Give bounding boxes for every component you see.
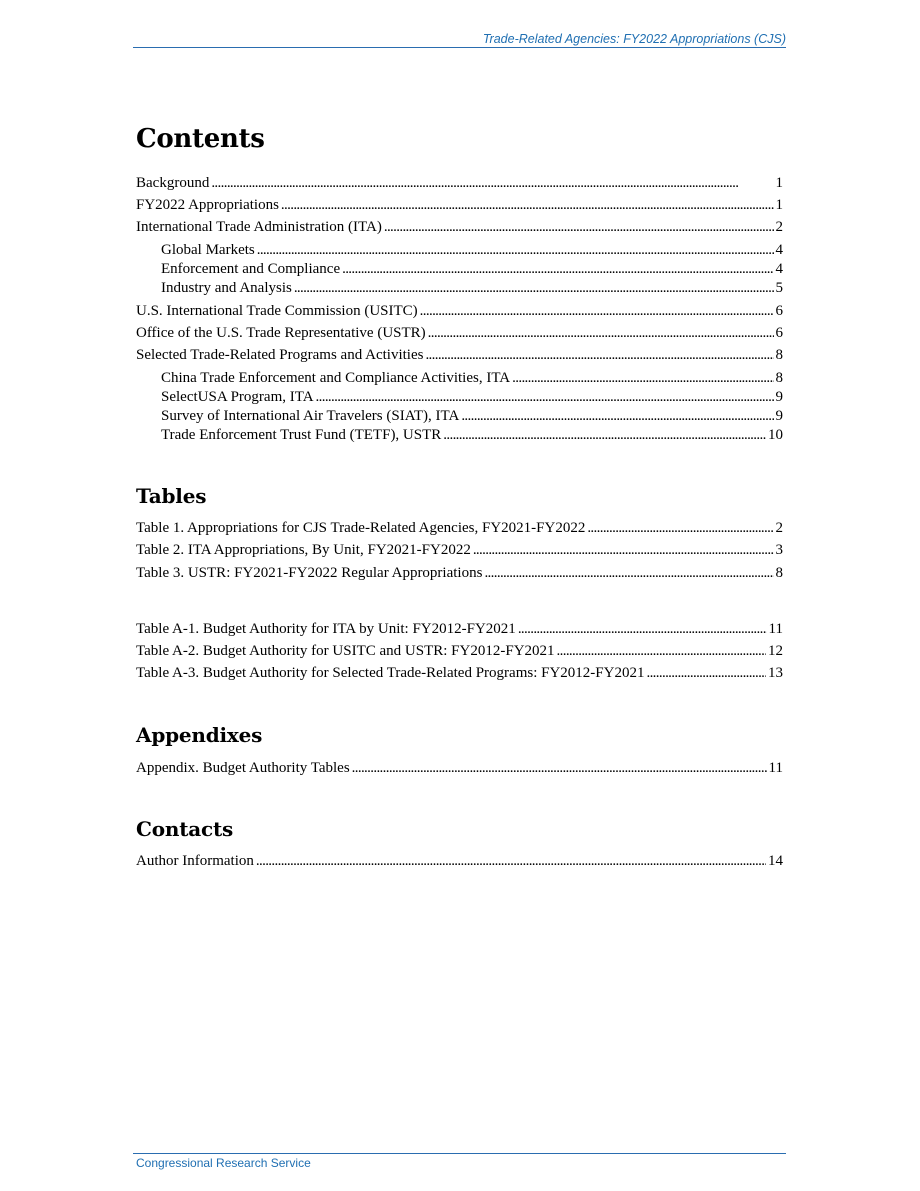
toc-entry-label: Survey of International Air Travelers (SIAT), ITA — [161, 408, 460, 424]
appendixes-heading: Appendixes — [136, 723, 263, 747]
toc-subentry[interactable] — [161, 369, 783, 387]
toc-page-number: 8 — [775, 370, 783, 386]
toc-page-number: 5 — [775, 280, 783, 296]
toc-subentry[interactable] — [161, 426, 783, 444]
toc-entry[interactable] — [136, 302, 783, 320]
toc-entry-label: FY2022 Appropriations — [136, 197, 279, 213]
toc-subentry[interactable] — [161, 260, 783, 278]
dot-leader — [428, 324, 774, 342]
dot-leader — [473, 541, 774, 559]
toc-entry-label: Office of the U.S. Trade Representative (USTR) — [136, 325, 426, 341]
dot-leader — [384, 218, 774, 236]
toc-page-number: 6 — [775, 303, 783, 319]
toc-subentry[interactable] — [161, 241, 783, 259]
dot-leader — [587, 519, 773, 537]
toc-page-number: 8 — [775, 347, 783, 363]
dot-leader — [257, 241, 774, 259]
toc-page-number: 8 — [775, 565, 783, 581]
dot-leader — [425, 346, 773, 364]
toc-page-number: 11 — [768, 621, 783, 637]
toc-entry[interactable] — [136, 174, 783, 192]
toc-page-number: 3 — [775, 542, 783, 558]
dot-leader — [294, 279, 774, 297]
dot-leader — [281, 196, 774, 214]
toc-page-number: 2 — [775, 520, 783, 536]
toc-page-number: 4 — [775, 261, 783, 277]
toc-page-number: 1 — [775, 175, 783, 191]
dot-leader — [443, 426, 766, 444]
dot-leader — [211, 174, 773, 192]
toc-entry-label: U.S. International Trade Commission (USITC) — [136, 303, 418, 319]
toc-entry-label: Table A-2. Budget Authority for USITC and USTR: FY2012-FY2021 — [136, 643, 555, 659]
toc-entry-label: International Trade Administration (ITA) — [136, 219, 382, 235]
toc-subentry[interactable] — [161, 279, 783, 297]
contacts-heading: Contacts — [136, 817, 234, 841]
toc-page-number: 2 — [775, 219, 783, 235]
toc-entry-label: Table A-3. Budget Authority for Selected Trade-Related Programs: FY2012-FY2021 — [136, 665, 645, 681]
toc-subentry[interactable] — [161, 407, 783, 425]
toc-page-number: 6 — [775, 325, 783, 341]
dot-leader — [316, 388, 774, 406]
toc-entry-label: China Trade Enforcement and Compliance Activities, ITA — [161, 370, 511, 386]
contents-heading: Contents — [136, 124, 265, 154]
dot-leader — [518, 620, 767, 638]
toc-entry-label: Background — [136, 175, 210, 191]
toc-page-number: 1 — [775, 197, 783, 213]
tables-heading: Tables — [136, 484, 207, 508]
appendix-entry[interactable] — [136, 759, 783, 777]
toc-entry-label: Trade Enforcement Trust Fund (TETF), USTR — [161, 427, 442, 443]
table-entry[interactable] — [136, 541, 783, 559]
toc-entry[interactable] — [136, 324, 783, 342]
dot-leader — [484, 564, 773, 582]
toc-entry[interactable] — [136, 218, 783, 236]
header-rule — [133, 47, 786, 48]
toc-entry-label: Table 1. Appropriations for CJS Trade-Related Agencies, FY2021-FY2022 — [136, 520, 586, 536]
toc-entry-label: Industry and Analysis — [161, 280, 292, 296]
running-header: Trade-Related Agencies: FY2022 Appropriations (CJS) — [482, 32, 786, 46]
table-entry[interactable] — [136, 564, 783, 582]
table-entry[interactable] — [136, 519, 783, 537]
toc-entry-label: Selected Trade-Related Programs and Activities — [136, 347, 424, 363]
footer-publisher: Congressional Research Service — [136, 1156, 311, 1170]
dot-leader — [512, 369, 773, 387]
toc-entry-label: Table 2. ITA Appropriations, By Unit, FY2021-FY2022 — [136, 542, 471, 558]
toc-entry-label: SelectUSA Program, ITA — [161, 389, 314, 405]
toc-page-number: 12 — [768, 643, 783, 659]
toc-entry-label: Table A-1. Budget Authority for ITA by Unit: FY2012-FY2021 — [136, 621, 516, 637]
toc-page-number: 10 — [768, 427, 783, 443]
dot-leader — [461, 407, 773, 425]
dot-leader — [557, 642, 766, 660]
table-entry[interactable] — [136, 664, 783, 682]
toc-entry[interactable] — [136, 346, 783, 364]
toc-page-number: 13 — [768, 665, 783, 681]
contact-entry[interactable] — [136, 852, 783, 870]
toc-page-number: 9 — [775, 389, 783, 405]
dot-leader — [646, 664, 766, 682]
toc-page-number: 11 — [768, 760, 783, 776]
toc-entry[interactable] — [136, 196, 783, 214]
toc-page-number: 9 — [775, 408, 783, 424]
toc-entry-label: Author Information — [136, 853, 254, 869]
toc-entry-label: Appendix. Budget Authority Tables — [136, 760, 350, 776]
dot-leader — [420, 302, 774, 320]
toc-page-number: 14 — [768, 853, 783, 869]
toc-entry-label: Global Markets — [161, 242, 255, 258]
dot-leader — [352, 759, 767, 777]
dot-leader — [342, 260, 773, 278]
toc-entry-label: Table 3. USTR: FY2021-FY2022 Regular Appropriations — [136, 565, 483, 581]
toc-page-number: 4 — [775, 242, 783, 258]
toc-subentry[interactable] — [161, 388, 783, 406]
table-entry[interactable] — [136, 620, 783, 638]
table-entry[interactable] — [136, 642, 783, 660]
footer-rule — [133, 1153, 786, 1154]
toc-entry-label: Enforcement and Compliance — [161, 261, 341, 277]
dot-leader — [256, 852, 766, 870]
